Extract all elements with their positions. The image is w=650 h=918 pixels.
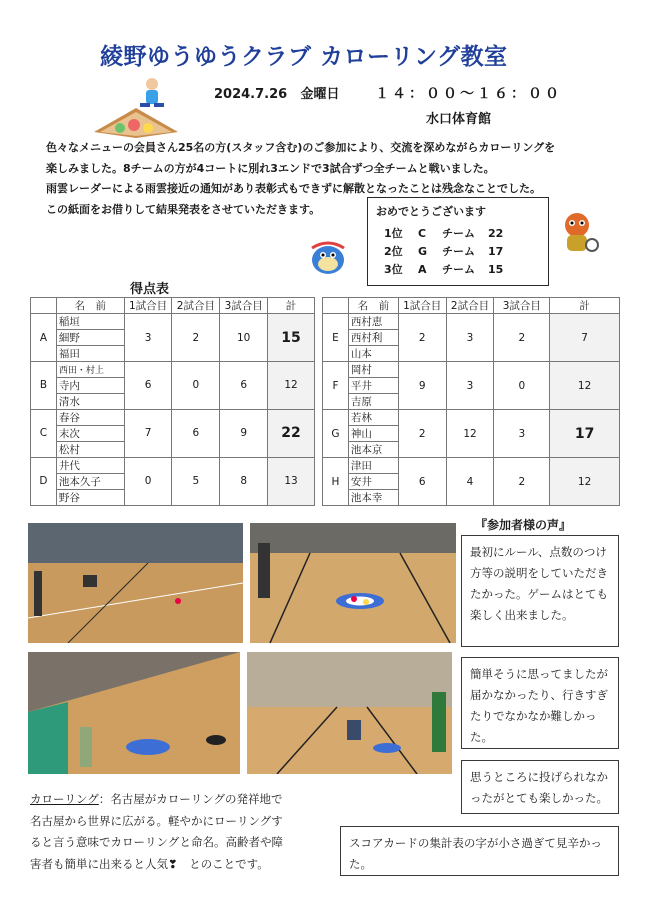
results-heading: おめでとうございます [376,205,486,218]
header-cell: 1試合目 [124,298,172,314]
intro-line: 色々なメニューの会員さん25名の方(スタッフ含む)のご参加により、交流を深めながらカローリングを [46,141,556,154]
table-row [323,410,620,426]
member-name: 安井 [348,474,398,490]
header-cell [323,298,349,314]
voice-box: スコアカードの集計表の字が小さ過ぎて見辛かった。 [340,826,619,876]
rank-team: G [418,245,428,258]
total-cell: 22 [268,409,315,457]
score-cell: 6 [398,458,446,506]
rank-place: 1位 [384,227,403,240]
header-cell: 3試合目 [220,298,268,314]
team-id: B [31,362,57,410]
results-box [367,197,549,286]
rank-place: 2位 [384,245,403,258]
table-header-row [323,298,620,314]
event-photo [250,523,456,643]
member-name: 末次 [56,425,124,441]
team-id: C [31,409,57,457]
event-photo [28,652,240,774]
score-cell: 3 [446,362,494,410]
member-name: 津田 [348,458,398,474]
rank-score: 15 [488,263,504,276]
score-table-right [322,297,620,506]
header-cell: 名 前 [348,298,398,314]
event-dateline [214,83,562,103]
header-cell: 1試合目 [398,298,446,314]
team-id: G [323,410,349,458]
rank-score: 17 [488,245,504,258]
team-id: D [31,457,57,505]
member-name: 若林 [348,410,398,426]
page-title: 綾野ゆうゆうクラブ カローリング教室 [100,44,508,70]
member-name: 稲垣 [56,314,124,330]
rank-label: チーム [442,245,475,258]
score-cell: 7 [124,409,172,457]
rank-team: C [418,227,427,240]
event-weekday: 金曜日 [300,87,340,102]
score-table-left [30,297,315,506]
total-cell: 12 [268,362,315,410]
total-cell: 15 [268,314,315,362]
event-time: １４：００～１６：００ [375,86,563,102]
table-row [323,458,620,474]
member-name: 西村恵 [348,314,398,330]
member-name: 清水 [56,393,124,409]
rank-team: A [418,263,427,276]
header-cell: 2試合目 [172,298,220,314]
note-text: ：名古屋がカローリングの発祥地で名古屋から世界に広がる。軽やかにローリングすると言う意味でカローリングと命名。高齢者や障害者も簡単に出来ると人気❣ とのことです。 [30,792,283,871]
member-name: 山本 [348,346,398,362]
score-cell: 8 [220,457,268,505]
table-row [31,314,315,330]
header-cell: 3試合目 [494,298,550,314]
header-cell [31,298,57,314]
table-row [31,409,315,425]
member-name: 松村 [56,441,124,457]
intro-line: 雨雲レーダーによる雨雲接近の通知があり表彰式もできずに解散となったことは残念なことでした。 [46,182,541,195]
score-cell: 3 [446,314,494,362]
score-cell: 12 [446,410,494,458]
team-id: A [31,314,57,362]
member-name: 平井 [348,378,398,394]
mascot-image [304,238,352,282]
member-name: 野谷 [56,489,124,505]
team-id: H [323,458,349,506]
header-cell: 計 [550,298,620,314]
score-cell: 6 [172,409,220,457]
score-cell: 2 [398,410,446,458]
voices-title: 『参加者様の声』 [475,518,572,532]
table-row [31,362,315,378]
score-cell: 0 [124,457,172,505]
score-cell: 2 [398,314,446,362]
event-venue: 水口体育館 [426,112,492,127]
total-cell: 7 [550,314,620,362]
rank-label: チーム [442,263,475,276]
score-cell: 0 [494,362,550,410]
member-name: 西田・村上 [56,362,124,378]
voice-box: 簡単そうに思ってましたが届かなかったり、行きすぎたりでなかなか難しかった。 [461,657,619,749]
score-cell: 4 [446,458,494,506]
score-cell: 6 [220,362,268,410]
total-cell: 13 [268,457,315,505]
header-cell: 名 前 [56,298,124,314]
ranking-row [376,225,540,243]
header-cell: 計 [268,298,315,314]
member-name: 西村利 [348,330,398,346]
score-cell: 3 [494,410,550,458]
score-cell: 3 [124,314,172,362]
voice-box: 最初にルール、点数のつけ方等の説明をしていただきたかった。ゲームはとても楽しく出来ました。 [461,535,619,647]
rank-label: チーム [442,227,475,240]
table-row [323,362,620,378]
event-date: 2024.7.26 [214,87,288,102]
member-name: 吉原 [348,394,398,410]
score-cell: 2 [172,314,220,362]
score-cell: 2 [494,314,550,362]
score-cell: 2 [494,458,550,506]
member-name: 池本京 [348,442,398,458]
member-name: 細野 [56,330,124,346]
table-header-row [31,298,315,314]
member-name: 井代 [56,457,124,473]
member-name: 岡村 [348,362,398,378]
member-name: 福田 [56,346,124,362]
table-row [31,457,315,473]
score-cell: 9 [220,409,268,457]
team-id: F [323,362,349,410]
score-cell: 6 [124,362,172,410]
note-term: カローリング [30,792,99,806]
table-row [323,314,620,330]
voice-box: 思うところに投げられなかったがとても楽しかった。 [461,760,619,814]
member-name: 寺内 [56,377,124,393]
header-cell: 2試合目 [446,298,494,314]
event-photo [28,523,243,643]
event-photo [247,652,452,774]
member-name: 池本幸 [348,490,398,506]
score-cell: 10 [220,314,268,362]
curling-note [30,789,290,875]
score-cell: 0 [172,362,220,410]
rank-score: 22 [488,227,504,240]
member-name: 神山 [348,426,398,442]
score-cell: 9 [398,362,446,410]
mascot-image [552,207,602,257]
rank-place: 3位 [384,263,403,276]
intro-line: この紙面をお借りして結果発表をさせていただきます。 [46,202,321,216]
hero-illustration [90,70,182,138]
intro-line: 楽しみました。8チームの方が4コートに別れ3エンドで3試合ずつ全チームと戦いました。 [46,161,495,175]
ranking-row [376,243,540,261]
member-name: 春谷 [56,409,124,425]
member-name: 池本久子 [56,473,124,489]
total-cell: 12 [550,362,620,410]
score-cell: 5 [172,457,220,505]
score-table-title: 得点表 [130,282,170,297]
team-id: E [323,314,349,362]
total-cell: 17 [550,410,620,458]
total-cell: 12 [550,458,620,506]
ranking-row [376,261,540,279]
